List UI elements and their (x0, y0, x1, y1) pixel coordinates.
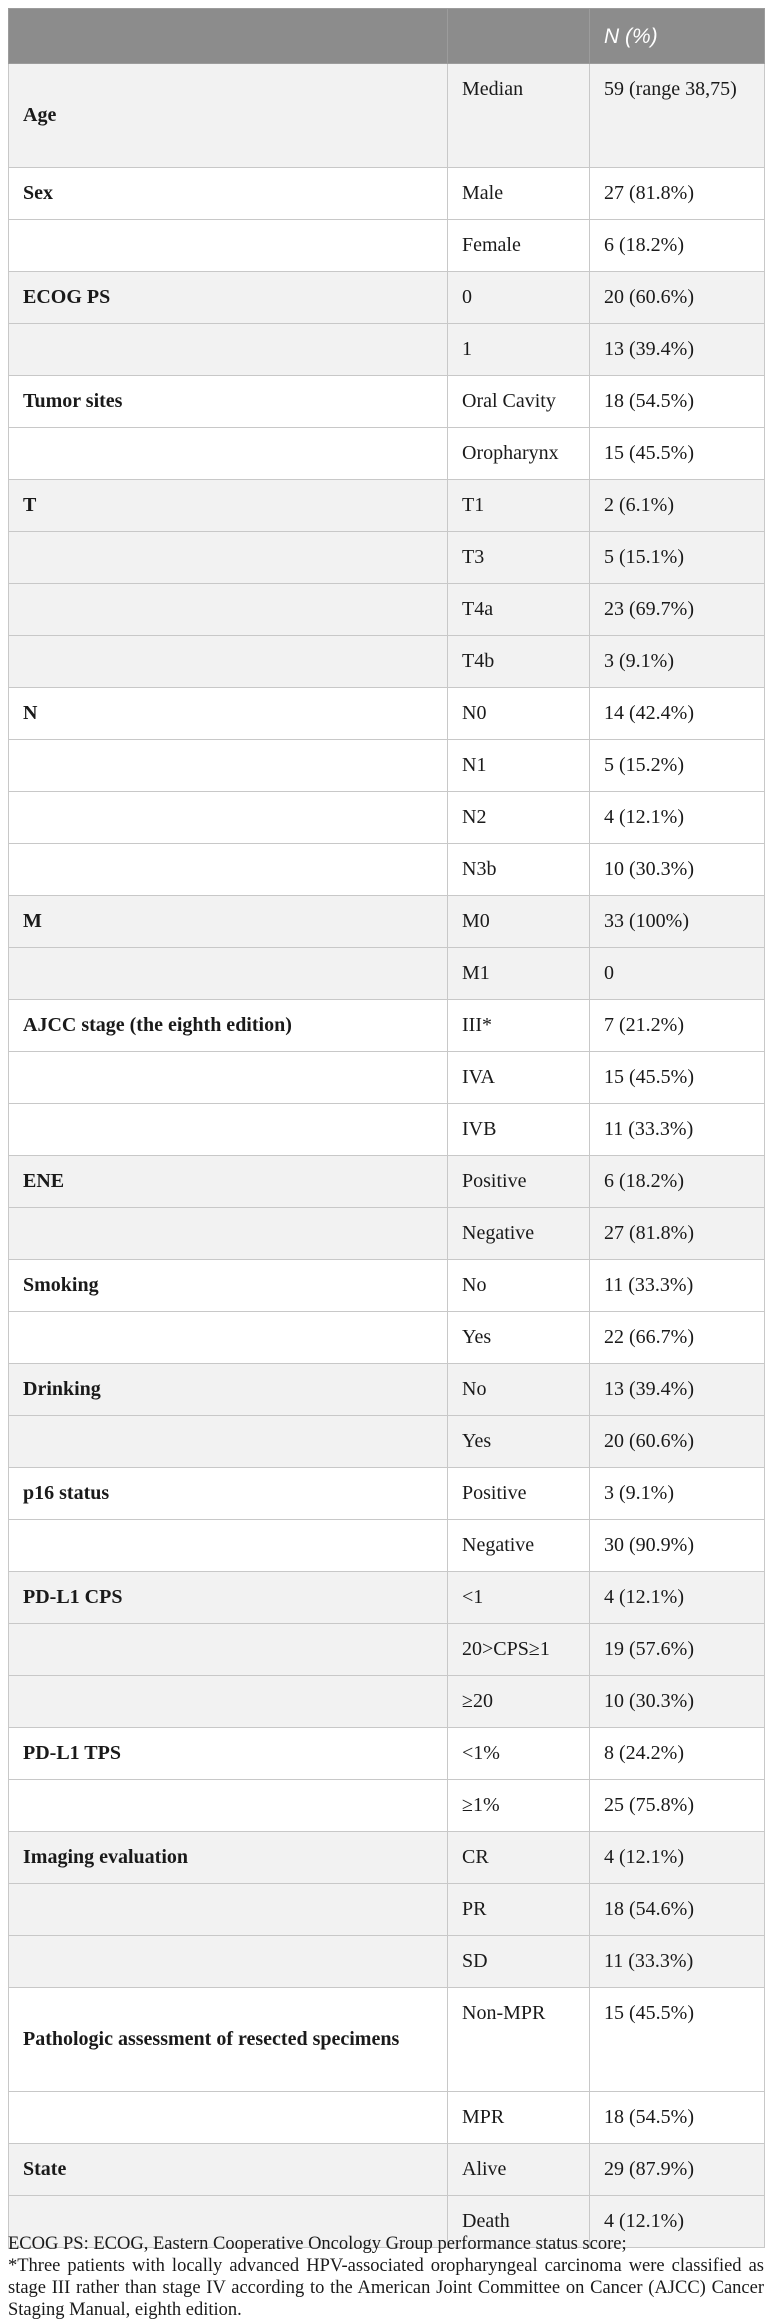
value-cell: 59 (range 38,75) (590, 64, 765, 168)
variable-cell (9, 1104, 448, 1156)
value-cell: 18 (54.5%) (590, 2092, 765, 2144)
variable-cell: ENE (9, 1156, 448, 1208)
table-row (9, 272, 765, 324)
table-row (9, 1728, 765, 1780)
category-cell: Yes (448, 1312, 590, 1364)
value-cell: 15 (45.5%) (590, 428, 765, 480)
value-cell: 27 (81.8%) (590, 1208, 765, 1260)
table-row (9, 324, 765, 376)
value-cell: 5 (15.2%) (590, 740, 765, 792)
footnote-abbreviations: ECOG PS: ECOG, Eastern Cooperative Oncology Group performance status score; (8, 2234, 627, 2254)
variable-cell: M (9, 896, 448, 948)
variable-cell (9, 1884, 448, 1936)
category-cell: N3b (448, 844, 590, 896)
category-cell: N2 (448, 792, 590, 844)
variable-cell (9, 532, 448, 584)
table-row (9, 1884, 765, 1936)
table-row (9, 1936, 765, 1988)
variable-cell (9, 740, 448, 792)
variable-cell: Sex (9, 168, 448, 220)
variable-cell: Drinking (9, 1364, 448, 1416)
table-row (9, 1364, 765, 1416)
table-row (9, 64, 765, 168)
category-cell: T4a (448, 584, 590, 636)
value-cell: 33 (100%) (590, 896, 765, 948)
variable-cell: PD-L1 CPS (9, 1572, 448, 1624)
value-cell: 25 (75.8%) (590, 1780, 765, 1832)
category-cell: N1 (448, 740, 590, 792)
variable-cell (9, 1780, 448, 1832)
table-row (9, 1520, 765, 1572)
category-cell: T4b (448, 636, 590, 688)
category-cell: N0 (448, 688, 590, 740)
category-cell: M1 (448, 948, 590, 1000)
table-row (9, 1468, 765, 1520)
variable-cell (9, 1676, 448, 1728)
category-cell: IVB (448, 1104, 590, 1156)
table-row (9, 948, 765, 1000)
variable-cell: Pathologic assessment of resected specimens (9, 1988, 448, 2092)
variable-cell: T (9, 480, 448, 532)
variable-cell (9, 428, 448, 480)
value-cell: 5 (15.1%) (590, 532, 765, 584)
category-cell: 1 (448, 324, 590, 376)
variable-cell (9, 844, 448, 896)
table-row (9, 792, 765, 844)
category-cell: <1 (448, 1572, 590, 1624)
table-row (9, 688, 765, 740)
category-cell: T3 (448, 532, 590, 584)
value-cell: 18 (54.5%) (590, 376, 765, 428)
value-cell: 4 (12.1%) (590, 1572, 765, 1624)
value-cell: 7 (21.2%) (590, 1000, 765, 1052)
category-cell: Negative (448, 1208, 590, 1260)
value-cell: 20 (60.6%) (590, 272, 765, 324)
category-cell: Death (448, 2196, 590, 2248)
table-row (9, 2144, 765, 2196)
category-cell: Positive (448, 1468, 590, 1520)
variable-cell (9, 1208, 448, 1260)
value-cell: 27 (81.8%) (590, 168, 765, 220)
category-cell: PR (448, 1884, 590, 1936)
variable-cell (9, 1052, 448, 1104)
category-cell: ≥1% (448, 1780, 590, 1832)
table-row (9, 1572, 765, 1624)
value-cell: 19 (57.6%) (590, 1624, 765, 1676)
category-cell: III* (448, 1000, 590, 1052)
value-cell: 29 (87.9%) (590, 2144, 765, 2196)
category-cell: Oral Cavity (448, 376, 590, 428)
value-cell: 13 (39.4%) (590, 1364, 765, 1416)
header-category (448, 9, 590, 64)
value-cell: 15 (45.5%) (590, 1052, 765, 1104)
table-row (9, 1988, 765, 2092)
value-cell: 6 (18.2%) (590, 1156, 765, 1208)
category-cell: CR (448, 1832, 590, 1884)
variable-cell: AJCC stage (the eighth edition) (9, 1000, 448, 1052)
variable-cell: p16 status (9, 1468, 448, 1520)
table-row (9, 896, 765, 948)
value-cell: 4 (12.1%) (590, 792, 765, 844)
table-row (9, 584, 765, 636)
category-cell: T1 (448, 480, 590, 532)
category-cell: Non-MPR (448, 1988, 590, 2092)
table-row (9, 1832, 765, 1884)
variable-cell: Imaging evaluation (9, 1832, 448, 1884)
table-row (9, 1780, 765, 1832)
value-cell: 6 (18.2%) (590, 220, 765, 272)
variable-cell (9, 324, 448, 376)
value-cell: 14 (42.4%) (590, 688, 765, 740)
table-row (9, 740, 765, 792)
value-cell: 4 (12.1%) (590, 1832, 765, 1884)
category-cell: Oropharynx (448, 428, 590, 480)
variable-cell: Tumor sites (9, 376, 448, 428)
category-cell: MPR (448, 2092, 590, 2144)
variable-cell (9, 948, 448, 1000)
category-cell: 20>CPS≥1 (448, 1624, 590, 1676)
table-row (9, 1104, 765, 1156)
variable-cell: PD-L1 TPS (9, 1728, 448, 1780)
value-cell: 3 (9.1%) (590, 1468, 765, 1520)
variable-cell (9, 1936, 448, 1988)
category-cell: Alive (448, 2144, 590, 2196)
header-variable (9, 9, 448, 64)
table-row (9, 844, 765, 896)
value-cell: 11 (33.3%) (590, 1260, 765, 1312)
table-row (9, 1000, 765, 1052)
value-cell: 18 (54.6%) (590, 1884, 765, 1936)
value-cell: 3 (9.1%) (590, 636, 765, 688)
table-row (9, 1624, 765, 1676)
value-cell: 15 (45.5%) (590, 1988, 765, 2092)
value-cell: 0 (590, 948, 765, 1000)
value-cell: 22 (66.7%) (590, 1312, 765, 1364)
variable-cell (9, 792, 448, 844)
value-cell: 10 (30.3%) (590, 1676, 765, 1728)
category-cell: <1% (448, 1728, 590, 1780)
category-cell: Male (448, 168, 590, 220)
table-row (9, 168, 765, 220)
table-row (9, 376, 765, 428)
table-row (9, 2092, 765, 2144)
variable-cell: N (9, 688, 448, 740)
variable-cell (9, 1416, 448, 1468)
table-row (9, 1312, 765, 1364)
table-body (9, 64, 765, 2248)
value-cell: 10 (30.3%) (590, 844, 765, 896)
value-cell: 13 (39.4%) (590, 324, 765, 376)
table-row (9, 1416, 765, 1468)
table-row (9, 636, 765, 688)
table-row (9, 1676, 765, 1728)
table-row (9, 1260, 765, 1312)
category-cell: 0 (448, 272, 590, 324)
value-cell: 20 (60.6%) (590, 1416, 765, 1468)
variable-cell (9, 1520, 448, 1572)
table-row (9, 220, 765, 272)
value-cell: 8 (24.2%) (590, 1728, 765, 1780)
value-cell: 23 (69.7%) (590, 584, 765, 636)
value-cell: 30 (90.9%) (590, 1520, 765, 1572)
variable-cell: Age (9, 64, 448, 168)
variable-cell (9, 220, 448, 272)
value-cell: 11 (33.3%) (590, 1104, 765, 1156)
variable-cell: Smoking (9, 1260, 448, 1312)
category-cell: Positive (448, 1156, 590, 1208)
value-cell: 11 (33.3%) (590, 1936, 765, 1988)
header-n-percent: N (%) (590, 9, 765, 64)
table-row (9, 1052, 765, 1104)
table-header-row (9, 9, 765, 64)
table-row (9, 1208, 765, 1260)
category-cell: ≥20 (448, 1676, 590, 1728)
category-cell: No (448, 1364, 590, 1416)
footnote-stage-note: *Three patients with locally advanced HPV-associated oropharyngeal carcinoma were classified as stage III rather than stage IV according to the American Joint Committee on Cancer (AJCC) Cancer Staging Manual, eighth edition. (8, 2256, 764, 2320)
category-cell: M0 (448, 896, 590, 948)
category-cell: Median (448, 64, 590, 168)
variable-cell: State (9, 2144, 448, 2196)
table-row (9, 428, 765, 480)
variable-cell: ECOG PS (9, 272, 448, 324)
value-cell: 2 (6.1%) (590, 480, 765, 532)
category-cell: No (448, 1260, 590, 1312)
category-cell: IVA (448, 1052, 590, 1104)
variable-cell (9, 636, 448, 688)
value-cell: 4 (12.1%) (590, 2196, 765, 2248)
table-row (9, 480, 765, 532)
table-row (9, 1156, 765, 1208)
category-cell: SD (448, 1936, 590, 1988)
variable-cell (9, 1312, 448, 1364)
variable-cell (9, 2092, 448, 2144)
table-row (9, 532, 765, 584)
table-footnotes (8, 2233, 764, 2321)
variable-cell (9, 1624, 448, 1676)
category-cell: Female (448, 220, 590, 272)
patient-characteristics-table (8, 8, 765, 2248)
category-cell: Negative (448, 1520, 590, 1572)
category-cell: Yes (448, 1416, 590, 1468)
variable-cell (9, 584, 448, 636)
